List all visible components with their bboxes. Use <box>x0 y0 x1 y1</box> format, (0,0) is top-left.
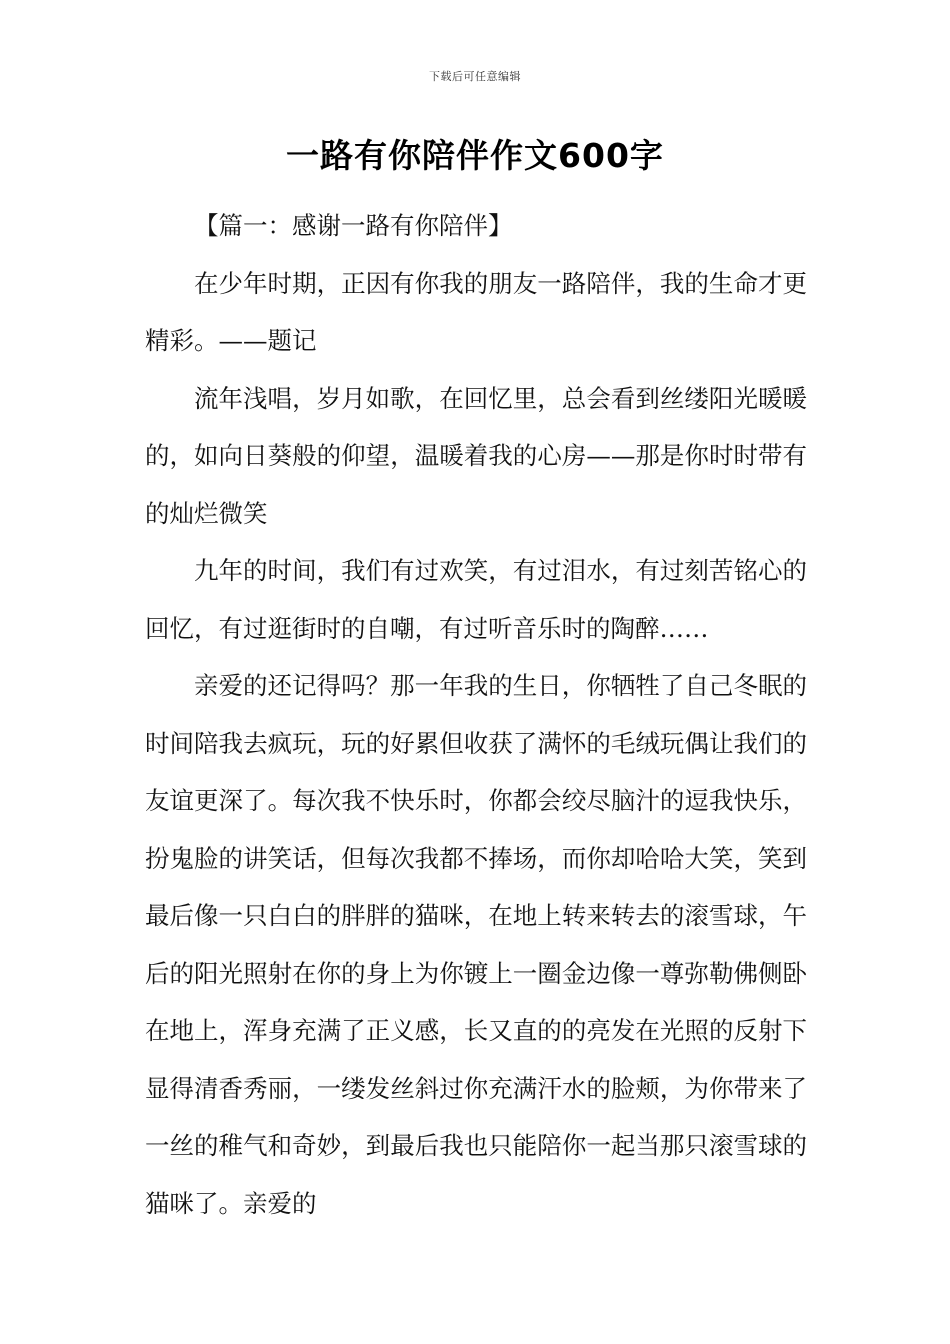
document-body <box>145 197 807 1232</box>
header-note: 下载后可任意编辑 <box>429 70 521 83</box>
paragraph: 流年浅唱，岁月如歌，在回忆里，总会看到丝缕阳光暖暖的，如向日葵般的仰望，温暖着我的心房——那是你时时带有的灿烂微笑 <box>145 383 807 528</box>
paragraph: 在少年时期，正因有你我的朋友一路陪伴，我的生命才更精彩。——题记 <box>145 268 807 355</box>
paragraph: 亲爱的还记得吗？那一年我的生日，你牺牲了自己冬眠的时间陪我去疯玩，玩的好累但收获了满怀的毛绒玩偶让我们的友谊更深了。每次我不快乐时，你都会绞尽脑汁的逗我快乐，扮鬼脸的讲笑话，但每次我都不捧场，而你却哈哈大笑，笑到最后像一只白白的胖胖的猫咪，在地上转来转去的滚雪球，午后的阳光照射在你的身上为你镀上一圈金边像一尊弥勒佛侧卧在地上，浑身充满了正义感，长又直的的亮发在光照的反射下显得清香秀丽，一缕发丝斜过你充满汗水的脸颊，为你带来了一丝的稚气和奇妙，到最后我也只能陪你一起当那只滚雪球的猫咪了。亲爱的 <box>145 671 807 1218</box>
document-title: 一路有你陪伴作文600字 <box>286 136 664 175</box>
section-heading: 【篇一：感谢一路有你陪伴】 <box>194 211 513 240</box>
paragraph: 九年的时间，我们有过欢笑，有过泪水，有过刻苦铭心的回忆，有过逛街时的自嘲，有过听音乐时的陶醉…… <box>145 556 807 643</box>
